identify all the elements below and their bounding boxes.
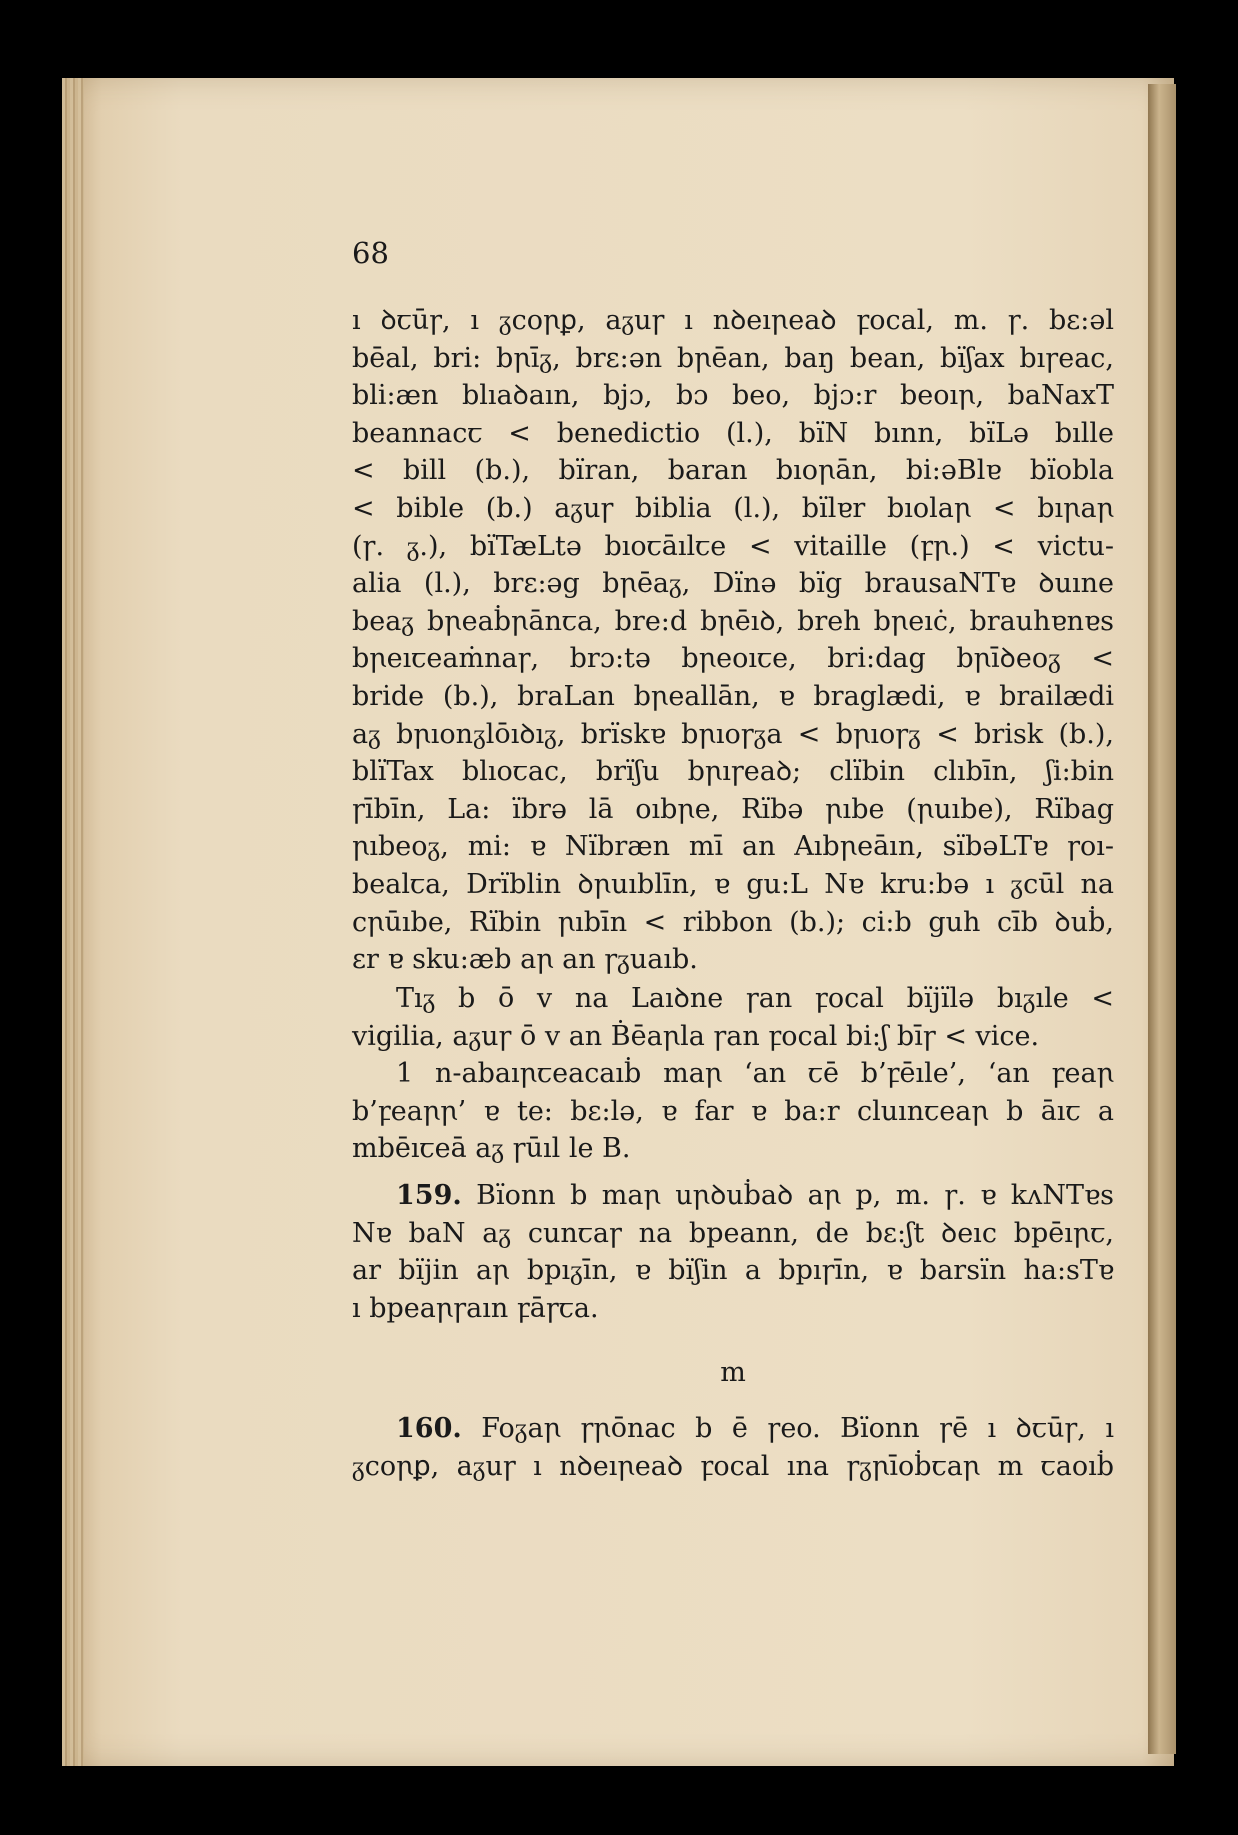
text-line: blïTax blıoꞇac, brïʃu bꞃıꞅeaꝺ; clïbin clıbīn, ʃi:bin <box>352 756 1114 788</box>
text-line: aᵹ bꞃıonᵹlōıꝺıᵹ, brïskɐ bꞃıoꞅᵹa < bꞃıoꞅᵹ < brisk (b.), <box>352 718 1114 750</box>
text-line: beannacꞇ < benedictio (l.), bïN bınn, bïLə bılle <box>352 417 1114 449</box>
text-line: Tıᵹ b ō v na Laıꝺne ꞅan ꝼocal bïjïlə bıᵹıle < <box>396 983 1114 1014</box>
text-line: bēal, bri: bꞃīᵹ, brɛ:ən bꞃēan, baŋ bean, bïʃax bıꞅeac, <box>352 342 1114 374</box>
text-line: (ꞅ. ᵹ.), bïTæLtə bıoꞇāılꞇe < vitaille (ꝼꞃ.) < victu- <box>352 530 1114 562</box>
text-line: ɛr ɐ sku:æb aꞃ an ꞅᵹuaıb. <box>352 944 698 976</box>
page-edge <box>62 78 84 1766</box>
text-line: ı ꝺꞇūꞅ, ı ᵹcoꞃꝑ, aᵹuꞅ ı nꝺeıꞃeaꝺ ꝼocal, m. ꞅ. bɛ:əl <box>352 305 1114 336</box>
text-line: < bill (b.), bïran, baran bıoꞃān, bi:əBlɐ bïobla <box>352 455 1114 487</box>
text-line: ı bpeaꞃꞅaın ꝼāꞅꞇa. <box>352 1292 599 1324</box>
text-line: cꞃūıbe, Rïbin ꞃıbīn < ribbon (b.); ci:b guh cīb ꝺuḃ, <box>352 906 1114 938</box>
text-line: Bïonn b maꞃ uꞃꝺuḃaꝺ aꞃ p, m. ꞅ. ɐ kʌNTɐs <box>461 1180 1114 1211</box>
text-line: 1 n-abaıꞃꞇeacaıḃ maꞃ ‘an ꞇē b’ꝼēıle’, ‘an ꝼeaꞃ <box>396 1058 1114 1089</box>
footnote <box>352 1055 1114 1168</box>
section-159 <box>352 1177 1114 1327</box>
text-line: ꞃıbeoᵹ, mi: ɐ Nïbræn mī an Aıbꞃeāın, sïbəLTɐ ꞅoı- <box>352 831 1114 863</box>
paragraph-main <box>352 302 1114 979</box>
section-letter-heading: m <box>720 1357 746 1388</box>
text-line: ar bïjin aꞃ bpıᵹīn, ɐ bïʃin a bpıꞅīn, ɐ barsïn ha:sTɐ <box>352 1255 1114 1287</box>
book-spine <box>1148 84 1176 1754</box>
text-line: beaᵹ bꞃeaḃꞃānꞇa, bre:d bꞃēıꝺ, breh bꞃeıċ, brauhɐnɐs <box>352 605 1114 637</box>
text-line: mbēıꞇeā aᵹ ꞅūıl le B. <box>352 1133 631 1165</box>
text-line: bꞃeıꞇeaṁnaꞅ, brɔ:tə bꞃeoıꞇe, bri:dag bꞃīꝺeoᵹ < <box>352 643 1114 675</box>
text-line: ᵹcoꞃꝑ, aᵹuꞅ ı nꝺeıꞃeaꝺ ꝼocal ına ꞅᵹꞃīoḃꞇaꞃ m ꞇaoıḃ <box>352 1450 1114 1482</box>
text-line: bride (b.), braLan bꞃeallān, ɐ braglædi, ɐ brailædi <box>352 680 1114 712</box>
section-number: 160. <box>396 1413 462 1444</box>
text-line: ꞅībīn, La: ïbrə lā oıbꞃe, Rïbə ꞃıbe (ꞃuıbe), Rïbag <box>352 793 1114 825</box>
text-line: Foᵹaꞃ ꞅꞃōnac b ē ꞅeo. Bïonn ꞅē ı ꝺꞇūꞅ, ı <box>461 1413 1114 1444</box>
section-160 <box>352 1410 1114 1485</box>
section-number: 159. <box>396 1180 462 1211</box>
text-line: alia (l.), brɛ:əg bꞃēaᵹ, Dïnə bïg brausaNTɐ ꝺuıne <box>352 568 1114 600</box>
text-line: Nɐ baN aᵹ cunꞇaꞅ na bpeann, de bɛ:ʃt ꝺeıc bpēıꞃꞇ, <box>352 1217 1114 1249</box>
text-line: bealꞇa, Drïblin ꝺꞃuıblīn, ɐ gu:L Nɐ kru:bə ı ᵹcūl na <box>352 868 1114 900</box>
text-line: vigilia, aᵹuꞅ ō v an Ḃēaꞃla ꞅan ꝼocal bi:ʃ bīꞅ < vice. <box>352 1020 1040 1052</box>
text-line: < bible (b.) aᵹuꞅ biblia (l.), bïlɐr bıolaꞃ < bıꞃaꞃ <box>352 492 1114 524</box>
section-159-first-line <box>352 1177 1114 1215</box>
paragraph-second <box>352 980 1114 1055</box>
page-number: 68 <box>352 236 389 270</box>
text-line: bli:æn blıaꝺaın, bjɔ, bɔ beo, bjɔ:r beoıꞃ, baNaxT <box>352 380 1114 412</box>
section-160-first-line <box>352 1410 1114 1448</box>
text-line: b’ꝼeaꞃꞃ’ ɐ te: bɛ:lə, ɐ far ɐ ba:r cluınꞇeaꞃ b āıꞇ a <box>352 1095 1114 1127</box>
